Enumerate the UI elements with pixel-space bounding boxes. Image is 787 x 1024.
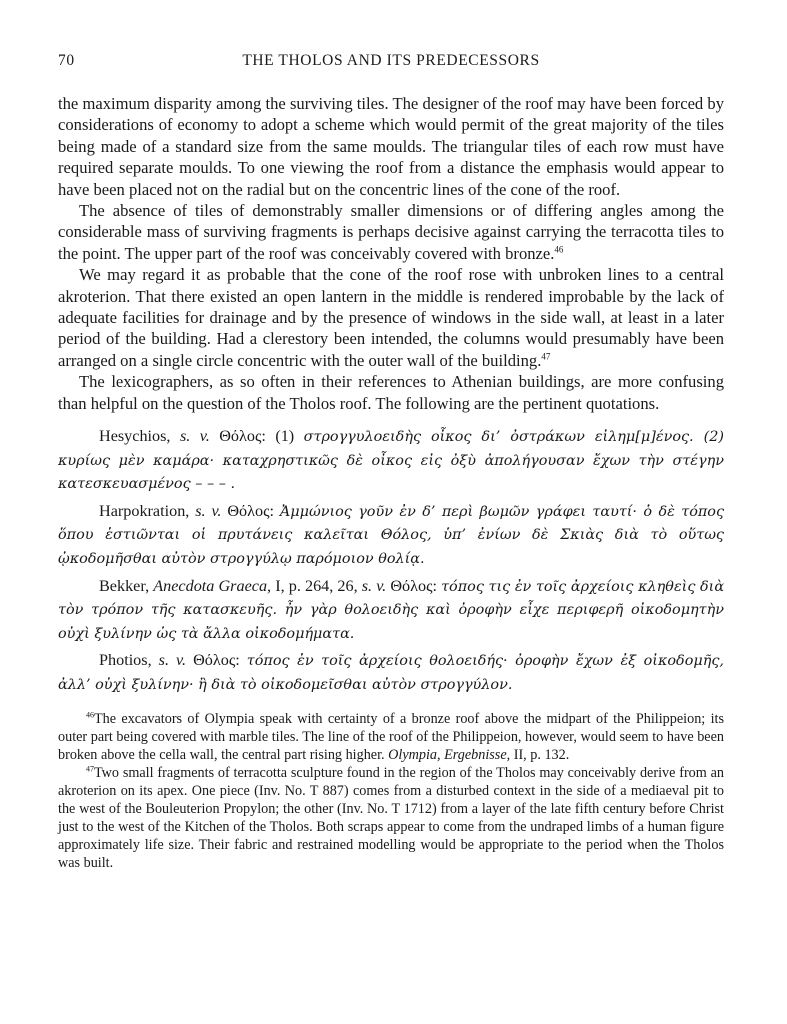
quote-lemma: Θόλος: (1) bbox=[219, 427, 295, 446]
quote-sv: s. v. bbox=[195, 501, 222, 520]
footnote-46 bbox=[58, 710, 724, 764]
paragraph-roof-tiles bbox=[58, 93, 724, 200]
quote-bekker bbox=[58, 575, 724, 646]
footnote-number: 46 bbox=[86, 709, 94, 719]
quote-sv: s. v. bbox=[361, 576, 387, 595]
paragraph-text: the maximum disparity among the surviving tiles. The designer of the roof may have been forced by considerations of economy to adopt a scheme which would permit of the great majority of the tiles being made of a standard size from the same moulds. The triangular tiles of each row must have required separate moulds. To one viewing the roof from a distance the emphasis would appear to have been placed not on the radial but on the concentric lines of the cone of the roof. bbox=[58, 94, 724, 199]
quote-greek-text: τόπος τις ἐν τοῖς ἀρχείοις κληθεὶς διὰ τὸν τρόπον τῆς κατασκευῆς. ἦν γὰρ θολοειδὴς καὶ ὀροφὴν εἶχε περιφερῆ οἰκοδομητὴν οὐχὶ ξυλίνην ὡς τὰ ἄλλα οἰκοδομήματα. bbox=[58, 578, 725, 642]
footnote-ref-title: Olympia, Ergebnisse, bbox=[388, 746, 511, 763]
quote-photios bbox=[58, 649, 724, 696]
footnote-ref-location: II, p. 132. bbox=[513, 746, 570, 763]
paragraph-text: The absence of tiles of demonstrably smaller dimensions or of differing angles among the considerable mass of surviving fragments is perhaps decisive against carrying the terracotta tiles to the point. The upper part of the roof was conceivably covered with bronze. bbox=[58, 201, 724, 263]
paragraph-akroterion bbox=[58, 264, 724, 371]
quote-source: Bekker, bbox=[99, 576, 150, 595]
page-number: 70 bbox=[58, 52, 75, 69]
quote-sv: s. v. bbox=[158, 651, 187, 670]
quote-greek-text: στρογγυλοειδὴς οἶκος δι’ ὀστράκων εἰλημ[μ]ένος. (2) κυρίως μὲν καμάρα· καταχρηστικῶς δὲ οἶκος εἰς ὀξὺ ἀπολήγουσαν ἔχων τὴν στέγην κατεσκευασμένος – – – . bbox=[58, 429, 724, 493]
quote-greek-text: τόπος ἐν τοῖς ἀρχείοις θολοειδής· ὀροφὴν ἔχων ἐξ οἰκοδομῆς, ἀλλ’ οὐχὶ ξυλίνην· ἢ διὰ τὸ οἰκοδομεῖσθαι αὐτὸν στρογγύλον. bbox=[58, 653, 724, 694]
quote-greek-text: Ἀμμώνιος γοῦν ἐν δ’ περὶ βωμῶν γράφει ταυτί· ὁ δὲ τόπος ὅπου ἑστιῶνται οἱ πρυτάνεις καλεῖται Θόλος, ὑπ’ ἐνίων δὲ Σκιὰς διὰ τὸ οὕτως ᾠκοδομῆσθαι αὐτὸν στρογγύλῳ παρόμοιον θολίᾳ. bbox=[58, 503, 725, 568]
quote-lemma: Θόλος: bbox=[193, 651, 240, 670]
paragraph-text: The lexicographers, as so often in their references to Athenian buildings, are more confusing than helpful on the question of the Tholos roof. The following are the pertinent quotations. bbox=[58, 372, 724, 413]
quote-sv: s. v. bbox=[179, 427, 210, 446]
footnote-text: Two small fragments of terracotta sculpture found in the region of the Tholos may conceivably derive from an akroterion on its apex. One piece (Inv. No. T 887) comes from a disturbed context in the side of a mediaeval pit to the west of the Bouleuterion Propylon; the other (Inv. No. T 1712) from a layer of the late fifth century before Christ just to the west of the Kitchen of the Tholos. Both scraps appear to come from the undraped limbs of a human figure approximately life size. Their fabric and restrained modelling would be appropriate to the period when the Tholos was built. bbox=[58, 764, 724, 872]
quote-location: I, p. 264, 26, bbox=[275, 576, 358, 595]
footnote-47 bbox=[58, 764, 724, 873]
page-header bbox=[58, 52, 724, 78]
footnote-ref-47[interactable]: 47 bbox=[541, 351, 551, 362]
quote-source: Hesychios, bbox=[99, 427, 171, 446]
quote-source: Harpokration, bbox=[99, 501, 190, 520]
quote-source: Photios, bbox=[99, 651, 152, 670]
paragraph-lexicographers bbox=[58, 371, 724, 414]
running-title: THE THOLOS AND ITS PREDECESSORS bbox=[242, 52, 540, 69]
footnote-ref-46[interactable]: 46 bbox=[554, 244, 564, 255]
footnote-text: The excavators of Olympia speak with certainty of a bronze roof above the midpart of the Philippeion; its outer part being covered with marble tiles. The line of the roof of the Philippeion, however, would seem to have been broken above the cella wall, the central part rising higher. bbox=[58, 710, 724, 763]
quote-work-title: Anecdota Graeca, bbox=[153, 576, 272, 595]
quote-lemma: Θόλος: bbox=[227, 501, 274, 520]
paragraph-bronze-cover bbox=[58, 200, 724, 264]
quote-lemma: Θόλος: bbox=[390, 576, 437, 595]
quote-harpokration bbox=[58, 500, 724, 571]
quote-hesychios bbox=[58, 425, 724, 496]
quotations-block bbox=[58, 425, 724, 697]
footnote-number: 47 bbox=[86, 764, 94, 774]
book-page bbox=[58, 52, 724, 872]
paragraph-text: We may regard it as probable that the cone of the roof rose with unbroken lines to a central akroterion. That there existed an open lantern in the middle is rendered improbable by the lack of adequate facilities for drainage and by the presence of windows in the side wall, at least in a later period of the building. Had a clerestory been intended, the columns would presumably have been arranged on a single circle concentric with the outer wall of the building. bbox=[58, 265, 724, 370]
